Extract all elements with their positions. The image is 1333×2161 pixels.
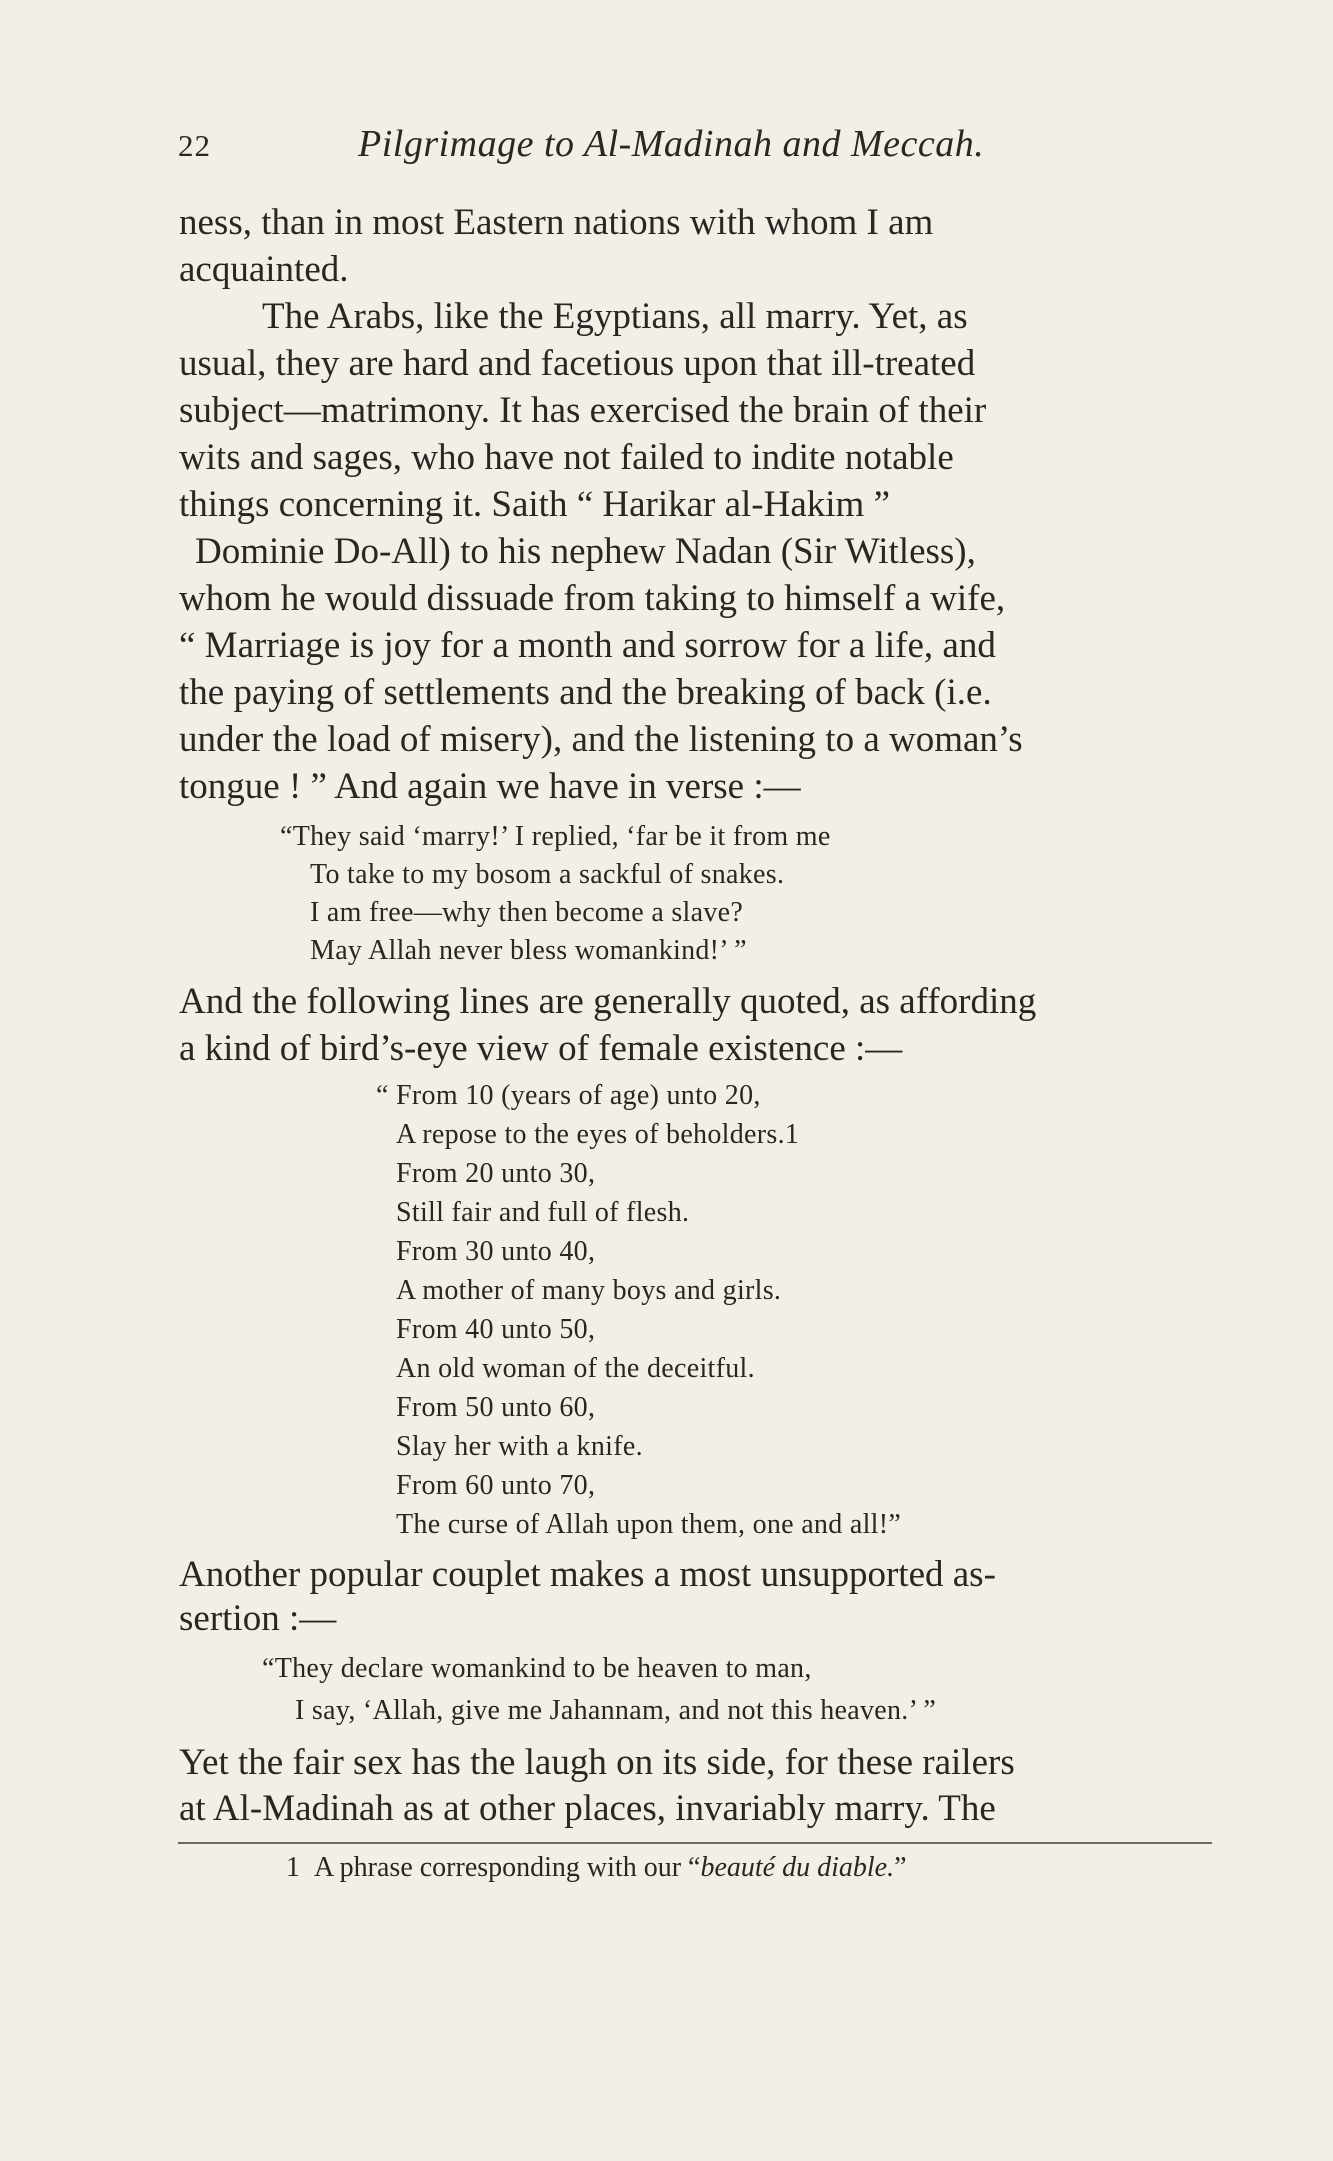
footnote-close: ” (894, 1852, 907, 1883)
verse-line: From 30 unto 40, (396, 1236, 596, 1267)
verse-line: From 20 unto 30, (396, 1158, 596, 1189)
verse-line: From 50 unto 60, (396, 1392, 596, 1423)
body-line: Another popular couplet makes a most unsupported as- (179, 1554, 996, 1595)
body-line: ness, than in most Eastern nations with whom I am (179, 202, 934, 243)
body-line: Dominie Do-All) to his nephew Nadan (Sir Witless), (195, 531, 976, 572)
body-line: “ Marriage is joy for a month and sorrow for a life, and (179, 625, 996, 666)
verse-line: A repose to the eyes of beholders.1 (396, 1119, 800, 1150)
verse-line: I say, ‘Allah, give me Jahannam, and not this heaven.’ ” (295, 1695, 937, 1726)
body-line: the paying of settlements and the breaking of back (i.e. (179, 672, 992, 713)
running-title: Pilgrimage to Al-Madinah and Meccah. (358, 123, 985, 165)
page-header (178, 118, 1218, 168)
body-line: a kind of bird’s-eye view of female existence :— (179, 1028, 903, 1069)
body-line: whom he would dissuade from taking to himself a wife, (179, 578, 1006, 619)
body-line: tongue ! ” And again we have in verse :— (179, 766, 801, 807)
body-line: under the load of misery), and the listening to a woman’s (179, 719, 1023, 760)
footnote-italic: beauté du diable. (700, 1852, 895, 1883)
body-line: wits and sages, who have not failed to indite notable (179, 437, 954, 478)
body-line: The Arabs, like the Egyptians, all marry. Yet, as (262, 296, 968, 337)
verse-line: The curse of Allah upon them, one and all!” (396, 1509, 902, 1540)
verse-line: “ From 10 (years of age) unto 20, (376, 1080, 761, 1111)
verse-line: “They said ‘marry!’ I replied, ‘far be it from me (280, 821, 831, 852)
body-line: Yet the fair sex has the laugh on its side, for these railers (179, 1742, 1015, 1783)
verse-line: An old woman of the deceitful. (396, 1353, 755, 1384)
verse-line: “They declare womankind to be heaven to man, (262, 1653, 812, 1684)
footnote-text: A phrase corresponding with our “ (314, 1852, 701, 1883)
body-line: at Al-Madinah as at other places, invariably marry. The (179, 1788, 996, 1829)
verse-line: I am free—why then become a slave? (310, 897, 744, 928)
body-line: subject—matrimony. It has exercised the brain of their (179, 390, 987, 431)
footnote-divider (178, 1842, 1212, 1844)
verse-line: From 40 unto 50, (396, 1314, 596, 1345)
footnote-mark: 1 (286, 1852, 300, 1883)
verse-line: Slay her with a knife. (396, 1431, 643, 1462)
footnote (286, 1852, 907, 1884)
verse-line: May Allah never bless womankind!’ ” (310, 935, 747, 966)
page-number: 22 (178, 128, 211, 163)
body-line: sertion :— (179, 1598, 337, 1639)
body-line: And the following lines are generally quoted, as affording (179, 981, 1037, 1022)
body-line: usual, they are hard and facetious upon that ill-treated (179, 343, 976, 384)
verse-line: A mother of many boys and girls. (396, 1275, 782, 1306)
body-line: acquainted. (179, 249, 349, 290)
verse-line: To take to my bosom a sackful of snakes. (310, 859, 785, 890)
verse-line: Still fair and full of flesh. (396, 1197, 690, 1228)
verse-line: From 60 unto 70, (396, 1470, 596, 1501)
body-line: things concerning it. Saith “ Harikar al-Hakim ” (179, 484, 891, 525)
